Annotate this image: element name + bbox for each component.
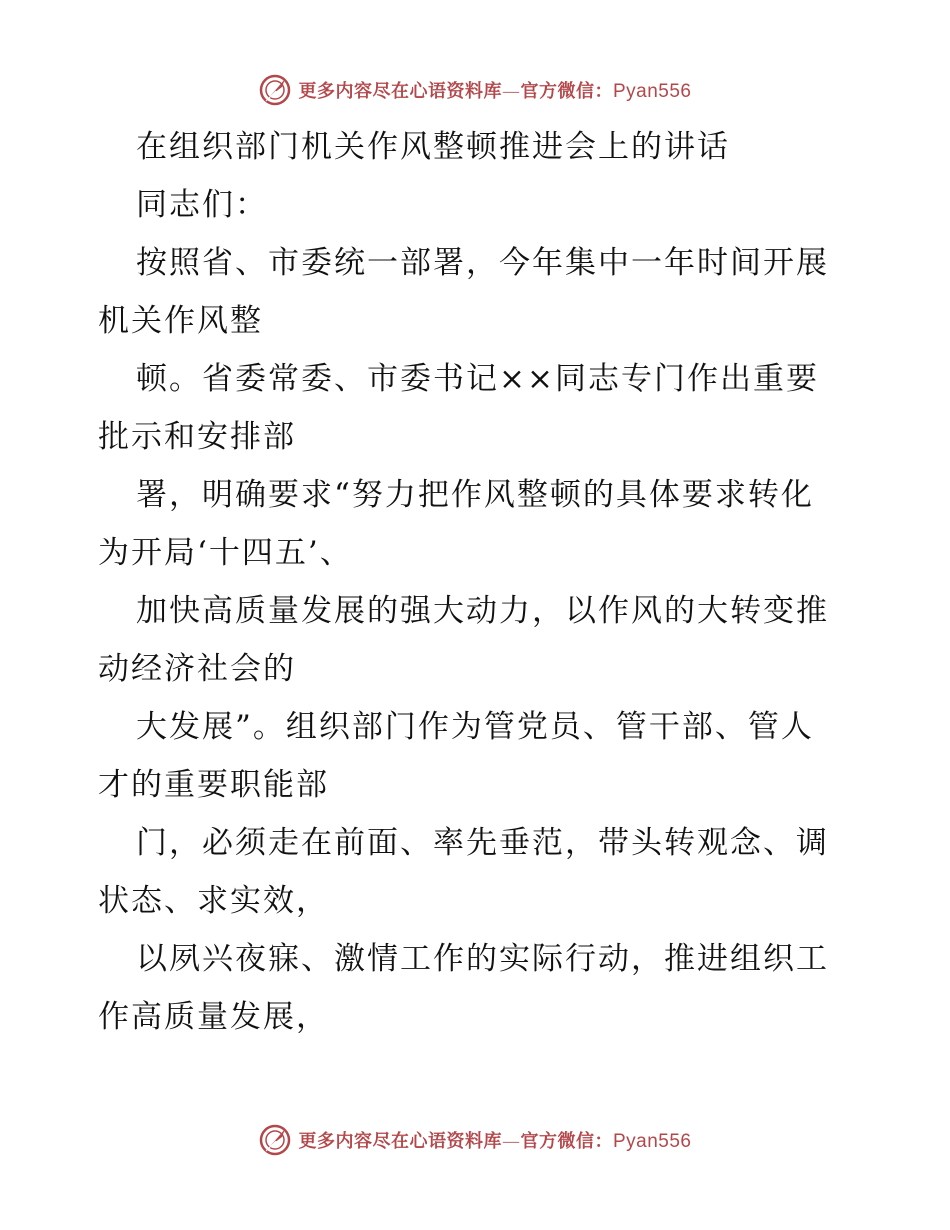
document-line: 为开局‘十四五’、	[98, 535, 353, 571]
document-line: 顿。省委常委、市委书记××同志专门作出重要	[136, 361, 819, 397]
watermark-site-name: 更多内容尽在心语资料库	[298, 1131, 502, 1152]
document-line: 同志们：	[136, 187, 268, 223]
document-line: 按照省、市委统一部署，今年集中一年时间开展	[136, 245, 829, 281]
watermark-handle: Pyan556	[612, 81, 692, 102]
document-body	[98, 118, 858, 1046]
document-line: 加快高质量发展的强大动力，以作风的大转变推	[136, 593, 829, 629]
document-line: 才的重要职能部	[98, 767, 329, 803]
footer-watermark-banner	[0, 1120, 950, 1160]
document-line: 大发展”。组织部门作为管党员、管干部、管人	[136, 709, 814, 745]
document-line: 批示和安排部	[98, 419, 296, 455]
header-watermark-banner	[0, 70, 950, 110]
watermark-label: 官方微信：	[520, 81, 613, 102]
watermark-handle: Pyan556	[612, 1131, 692, 1152]
quill-logo-icon	[258, 1123, 292, 1157]
document-line: 署，明确要求“努力把作风整顿的具体要求转化	[136, 477, 814, 513]
document-line: 机关作风整	[98, 303, 263, 339]
document-line: 门，必须走在前面、率先垂范，带头转观念、调	[136, 825, 829, 861]
document-title: 在组织部门机关作风整顿推进会上的讲话	[136, 129, 730, 165]
document-line: 动经济社会的	[98, 651, 296, 687]
watermark-label: 官方微信：	[520, 1131, 613, 1152]
document-line: 状态、求实效，	[98, 883, 329, 919]
watermark-text	[298, 1127, 691, 1153]
document-line: 作高质量发展，	[98, 999, 329, 1035]
watermark-dash: —	[501, 81, 521, 102]
watermark-text	[298, 77, 691, 103]
quill-logo-icon	[258, 73, 292, 107]
document-line: 以夙兴夜寐、激情工作的实际行动，推进组织工	[136, 941, 829, 977]
watermark-site-name: 更多内容尽在心语资料库	[298, 81, 502, 102]
watermark-dash: —	[501, 1131, 521, 1152]
